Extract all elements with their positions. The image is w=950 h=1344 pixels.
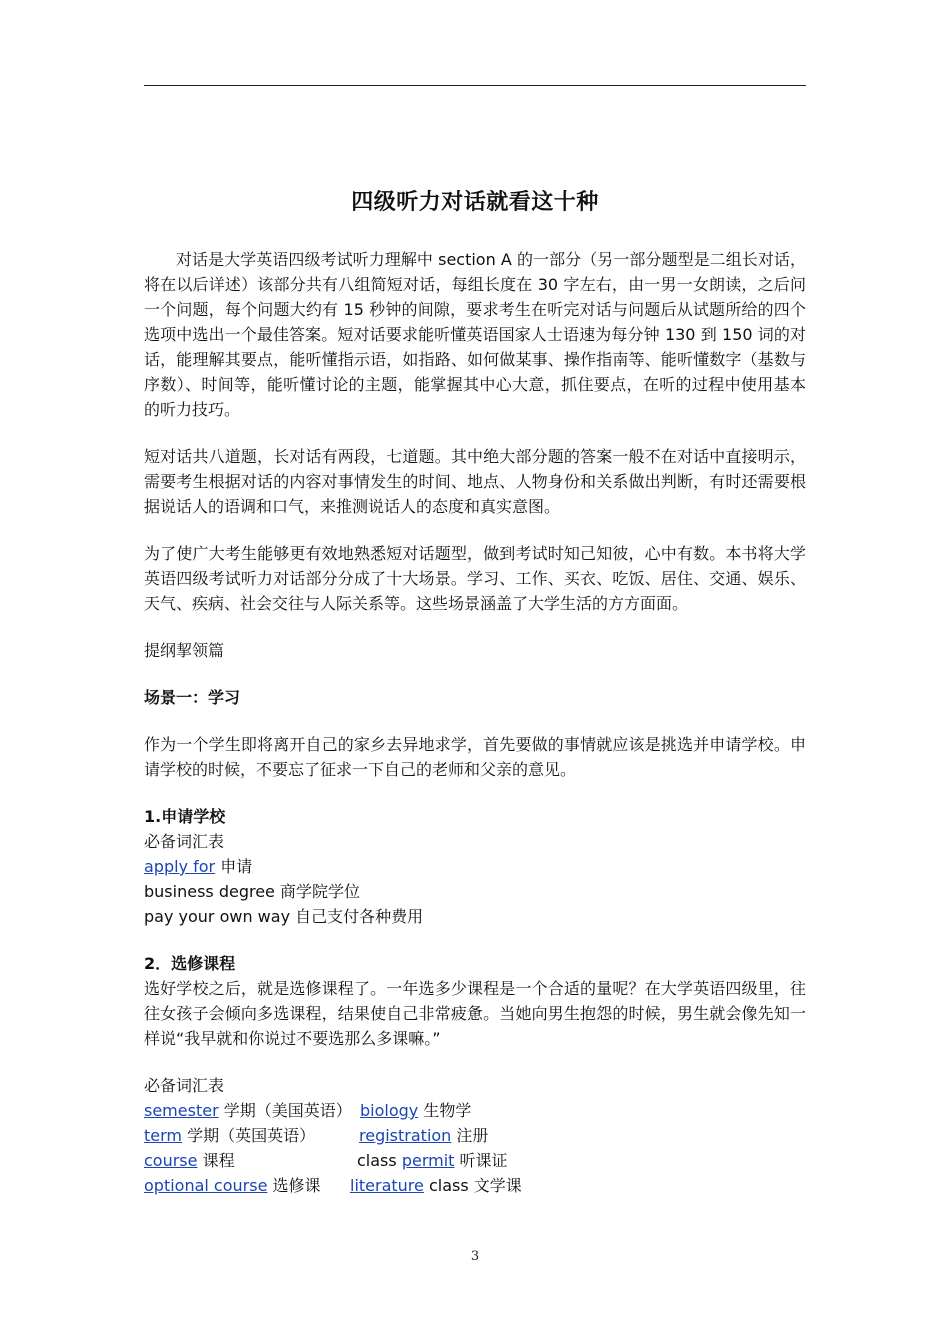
vocab-row bbox=[144, 1173, 806, 1198]
paragraph-intro: 对话是大学英语四级考试听力理解中 section A 的一部分（另一部分题型是二组长对话，将在以后详述）该部分共有八组简短对话，每组长度在 30 字左右，由一男一女朗读，之后问一个问题，每个问题大约有 15 秒钟的间隙，要求考生在听完对话与问题后从试题所给的四个选项中选出一个最佳答案。短对话要求能听懂英语国家人士语速为每分钟 130 到 150 词的对话，能理解其要点，能听懂指示语，如指路、如何做某事、操作指南等、能听懂数字（基数与序数）、时间等，能听懂讨论的主题，能掌握其中心大意，抓住要点，在听的过程中使用基本的听力技巧。 bbox=[144, 250, 806, 419]
vocab-link-optional-course[interactable]: optional course bbox=[144, 1176, 268, 1195]
section1-vocab-label: 必备词汇表 bbox=[144, 832, 225, 851]
vocab-meaning: 听课证 bbox=[454, 1151, 508, 1170]
vocab-cell bbox=[144, 1151, 235, 1170]
vocab-row bbox=[144, 1098, 806, 1123]
vocab-cell bbox=[360, 1098, 471, 1123]
vocab-cell bbox=[357, 1148, 508, 1173]
vocab-item: pay your own way 自己支付各种费用 bbox=[144, 907, 424, 926]
header-rule bbox=[144, 85, 806, 86]
vocab-prefix: class bbox=[357, 1151, 402, 1170]
vocab-link-course[interactable]: course bbox=[144, 1151, 198, 1170]
scene1-heading: 场景一：学习 bbox=[144, 688, 241, 707]
scene1-intro: 作为一个学生即将离开自己的家乡去异地求学，首先要做的事情就应该是挑选并申请学校。申请学校的时候，不要忘了征求一下自己的老师和父亲的意见。 bbox=[144, 735, 806, 779]
vocab-row bbox=[144, 1123, 806, 1148]
vocab-link-literature[interactable]: literature bbox=[350, 1176, 424, 1195]
vocab-cell bbox=[144, 1176, 321, 1195]
section2-intro: 选好学校之后，就是选修课程了。一年选多少课程是一个合适的量呢？在大学英语四级里，往往女孩子会倾向多选课程，结果使自己非常疲惫。当她向男生抱怨的时候，男生就会像先知一样说“我早就和你说过不要选那么多课嘛。” bbox=[144, 979, 806, 1048]
vocab-link-term[interactable]: term bbox=[144, 1126, 182, 1145]
vocab-cell bbox=[144, 1101, 352, 1120]
vocab-item bbox=[144, 854, 806, 879]
outline-heading: 提纲挈领篇 bbox=[144, 641, 225, 660]
vocab-link-biology[interactable]: biology bbox=[360, 1101, 419, 1120]
vocab-link-permit[interactable]: permit bbox=[401, 1151, 455, 1170]
document-title: 四级听力对话就看这十种 bbox=[351, 190, 599, 215]
vocab-meaning: 学期（美国英语） bbox=[218, 1101, 352, 1120]
vocab-meaning: 申请 bbox=[215, 857, 253, 876]
vocab-meaning: 选修课 bbox=[267, 1176, 321, 1195]
page-number: 3 bbox=[470, 1249, 480, 1264]
vocab-meaning: 生物学 bbox=[418, 1101, 472, 1120]
paragraph-scenarios: 为了使广大考生能够更有效地熟悉短对话题型，做到考试时知己知彼，心中有数。本书将大学英语四级考试听力对话部分分成了十大场景。学习、工作、买衣、吃饭、居住、交通、娱乐、天气、疾病、社会交往与人际关系等。这些场景涵盖了大学生活的方方面面。 bbox=[144, 544, 806, 613]
section1-heading: 1.申请学校 bbox=[144, 807, 226, 826]
vocab-meaning: 注册 bbox=[451, 1126, 489, 1145]
section2-vocab-label: 必备词汇表 bbox=[144, 1076, 225, 1095]
vocab-link-registration[interactable]: registration bbox=[359, 1126, 452, 1145]
vocab-row bbox=[144, 1148, 806, 1173]
vocab-item: business degree 商学院学位 bbox=[144, 882, 360, 901]
document-body bbox=[144, 247, 806, 1198]
paragraph-question-types: 短对话共八道题，长对话有两段，七道题。其中绝大部分题的答案一般不在对话中直接明示，需要考生根据对话的内容对事情发生的时间、地点、人物身份和关系做出判断，有时还需要根据说话人的语调和口气，来推测说话人的态度和真实意图。 bbox=[144, 447, 806, 516]
vocab-meaning: class 文学课 bbox=[423, 1176, 522, 1195]
vocab-meaning: 学期（英国英语） bbox=[182, 1126, 316, 1145]
vocab-cell bbox=[359, 1123, 488, 1148]
vocab-cell bbox=[144, 1126, 315, 1145]
vocab-link-semester[interactable]: semester bbox=[144, 1101, 219, 1120]
vocab-link-apply-for[interactable]: apply for bbox=[144, 857, 216, 876]
vocab-cell bbox=[350, 1173, 522, 1198]
vocab-meaning: 课程 bbox=[197, 1151, 235, 1170]
section2-heading: 2．选修课程 bbox=[144, 954, 236, 973]
